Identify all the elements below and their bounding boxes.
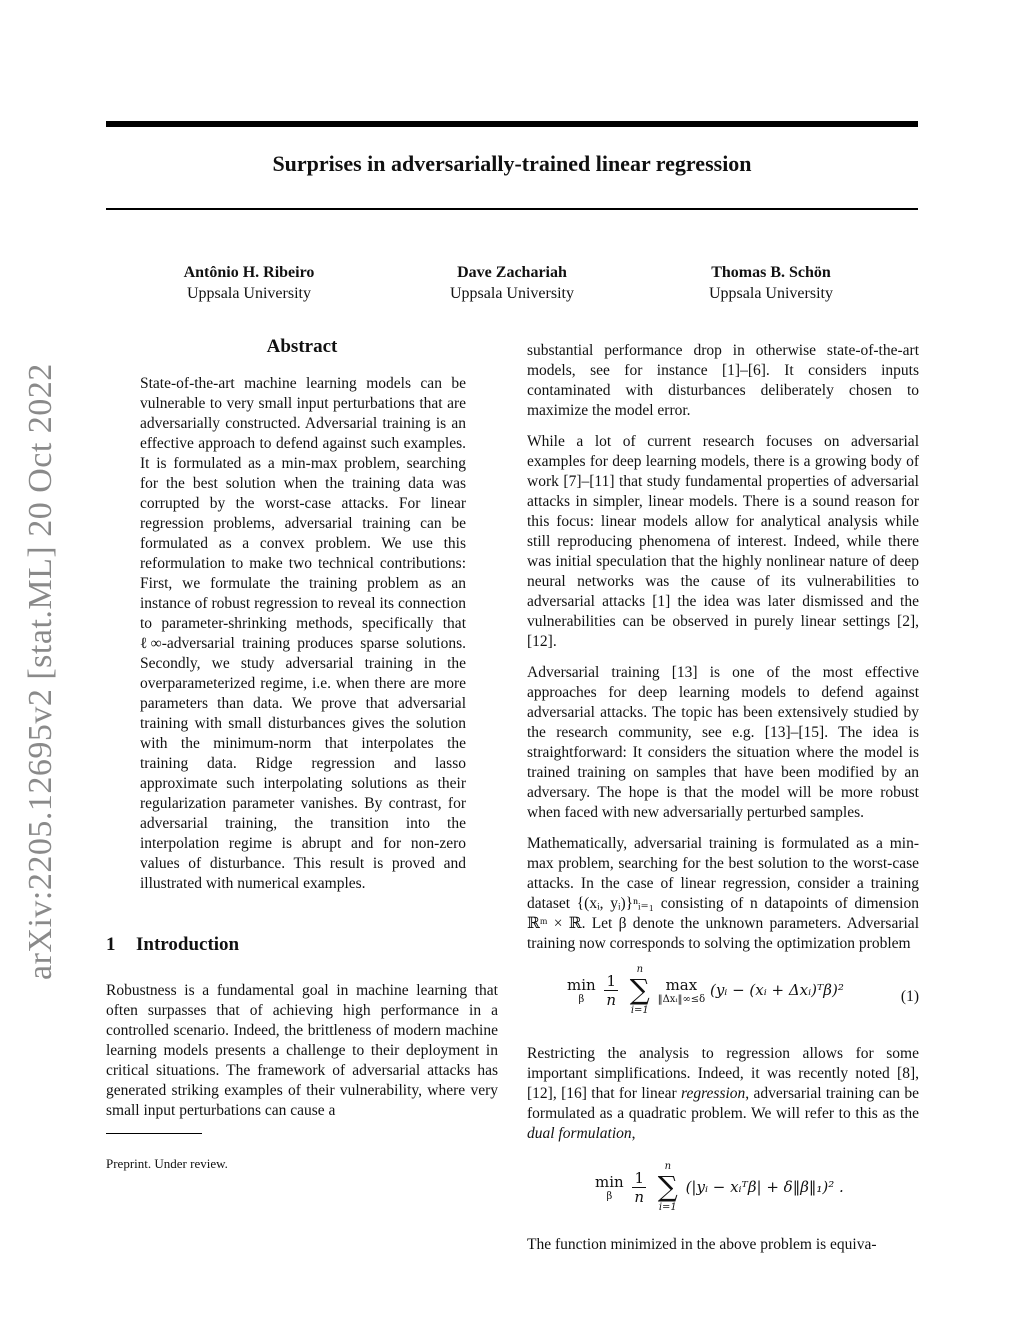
author-block bbox=[139, 262, 359, 304]
fraction-numerator: 1 bbox=[606, 971, 617, 990]
author-name: Thomas B. Schön bbox=[711, 264, 831, 281]
footnote-rule bbox=[106, 1133, 202, 1134]
footnote: Preprint. Under review. bbox=[106, 1156, 228, 1171]
fraction bbox=[632, 1169, 646, 1206]
min-operator bbox=[595, 1173, 624, 1202]
body-paragraph: Mathematically, adversarial training is formulated as a min-max problem, searching for the best solution to the worst-case attacks. In the case of linear regression, consider a training dataset {(xᵢ, yᵢ)}ⁿᵢ₌₁ consisting of n datapoints of dimension ℝᵐ × ℝ. Let β denote the unknown parameters. Adversarial training now corresponds to solving the optimization problem bbox=[527, 835, 919, 952]
text-run: , adversarial training can be formulated as a quadratic problem. We will refer to this as the bbox=[527, 1085, 920, 1122]
sigma-symbol: ∑ bbox=[629, 973, 650, 1006]
min-label: min bbox=[595, 1172, 624, 1191]
body-paragraph: While a lot of current research focuses on adversarial examples for deep learning models, there is a growing body of work [7]–[11] that study fundamental properties of adversarial attacks in simpler, linear models. There is a sound reason for this focus: linear models allow for analytical analysis while still reproducing phenomena of interest. Indeed, while there was initial speculation that the highly nonlinear nature of deep neural networks was the cause of its vulnerabilities to adversarial attacks [1] the idea was later dismissed and the vulnerabilities can be observed in purely linear settings [2], [12]. bbox=[527, 433, 919, 650]
fraction bbox=[604, 972, 618, 1009]
section-title: Introduction bbox=[136, 934, 240, 955]
fraction-denominator: n bbox=[634, 1187, 645, 1206]
sum-lower-limit: i=1 bbox=[630, 1005, 649, 1016]
body-paragraph: The function minimized in the above problem is equiva- bbox=[527, 1236, 877, 1253]
section-number: 1 bbox=[106, 934, 116, 955]
abstract-body bbox=[140, 374, 466, 894]
body-paragraph bbox=[527, 1044, 919, 1144]
equation-expression: (yᵢ − (xᵢ + Δxᵢ)ᵀβ)² bbox=[709, 981, 844, 999]
sum-upper-limit: n bbox=[664, 1161, 672, 1172]
body-paragraph: substantial performance drop in otherwise state-of-the-art models, see for instance [1]–[6]. It considers inputs contaminated with disturbances deliberately chosen to maximize the model error. bbox=[527, 342, 919, 419]
right-column bbox=[527, 341, 919, 1266]
equation-body bbox=[595, 1161, 844, 1213]
left-column bbox=[106, 336, 498, 1172]
equation-number: (1) bbox=[900, 988, 919, 1005]
max-operator bbox=[658, 976, 706, 1005]
min-subscript: β bbox=[578, 993, 585, 1005]
equation-2 bbox=[527, 1155, 919, 1225]
text-run: , bbox=[631, 1125, 636, 1142]
equation-expression: (|yᵢ − xᵢᵀβ| + δ‖β‖₁)² . bbox=[685, 1178, 844, 1196]
max-subscript: ‖Δxᵢ‖∞≤δ bbox=[657, 993, 706, 1005]
summation bbox=[658, 1161, 678, 1213]
intro-paragraph: Robustness is a fundamental goal in machine learning that often surpasses that of achieving high performance in a controlled scenario. Indeed, the brittleness of modern machine learning models presents a challenge to their deployment in critical situations. The framework of adversarial attacks has generated striking examples of their vulnerability, where very small input perturbations can cause a bbox=[106, 982, 498, 1119]
min-label: min bbox=[567, 975, 596, 994]
author-name: Antônio H. Ribeiro bbox=[183, 264, 315, 281]
title-top-rule bbox=[106, 121, 918, 127]
max-label: max bbox=[665, 975, 698, 994]
author-affiliation: Uppsala University bbox=[709, 285, 833, 302]
sigma-symbol: ∑ bbox=[657, 1170, 678, 1203]
summation bbox=[630, 964, 650, 1016]
body-paragraph: Adversarial training [13] is one of the most effective approaches for deep learning models to defend against adversarial attacks. The topic has been extensively studied by the research community, see e.g. [13]–[15]. The idea is straightforward: It considers the situation where the model is trained training on samples that have been modified by an adversary. The hope is that the model will be more robust when faced with new adversarially perturbed samples. bbox=[527, 664, 919, 821]
title-bottom-rule bbox=[106, 208, 918, 210]
min-operator bbox=[567, 976, 596, 1005]
emphasis: dual formulation bbox=[527, 1125, 632, 1142]
paper-title: Surprises in adversarially-trained linear regression bbox=[272, 151, 752, 176]
fraction-numerator: 1 bbox=[634, 1168, 645, 1187]
emphasis: regression bbox=[681, 1085, 746, 1102]
equation-body bbox=[567, 964, 844, 1016]
equation-1 bbox=[527, 958, 919, 1034]
author-name: Dave Zachariah bbox=[457, 264, 567, 281]
fraction-denominator: n bbox=[606, 990, 617, 1009]
text-run: Restricting the analysis to regression allows for some important simplifications. Indeed, it was recently noted [8], [12], [16] that for linear bbox=[527, 1045, 919, 1102]
author-block bbox=[661, 262, 881, 304]
sum-lower-limit: i=1 bbox=[658, 1202, 677, 1213]
abstract-text: State-of-the-art machine learning models can be vulnerable to very small input perturbations that are adversarially constructed. Adversarial training is an effective approach to defend against such examples. It is formulated as a min-max problem, searching for the best solution when the training data was corrupted by the worst-case attacks. For linear regression problems, adversarial training can be formulated as a convex problem. We use this reformulation to make two technical contributions: First, we formulate the training problem as an instance of robust regression to reveal its connection to parameter-shrinking methods, specifically that ℓ∞-adversarial training produces sparse solutions. Secondly, we study adversarial training in the overparameterized regime, i.e. when there are more parameters than data. We prove that adversarial training with small disturbances gives the solution with the minimum-norm that interpolates the training data. Ridge regression and lasso approximate such interpolating solutions as their regularization parameter vanishes. By contrast, for adversarial training, the transition into the interpolation regime is abrupt and for non-zero values of disturbance. This result is proved and illustrated with numerical examples. bbox=[140, 375, 466, 892]
min-subscript: β bbox=[606, 1190, 613, 1202]
author-affiliation: Uppsala University bbox=[187, 285, 311, 302]
section-heading bbox=[106, 934, 498, 956]
arxiv-stamp: arXiv:2205.12695v2 [stat.ML] 20 Oct 2022 bbox=[22, 363, 59, 980]
author-block bbox=[402, 262, 622, 304]
sum-upper-limit: n bbox=[636, 964, 644, 975]
abstract-heading: Abstract bbox=[266, 336, 338, 357]
author-affiliation: Uppsala University bbox=[450, 285, 574, 302]
